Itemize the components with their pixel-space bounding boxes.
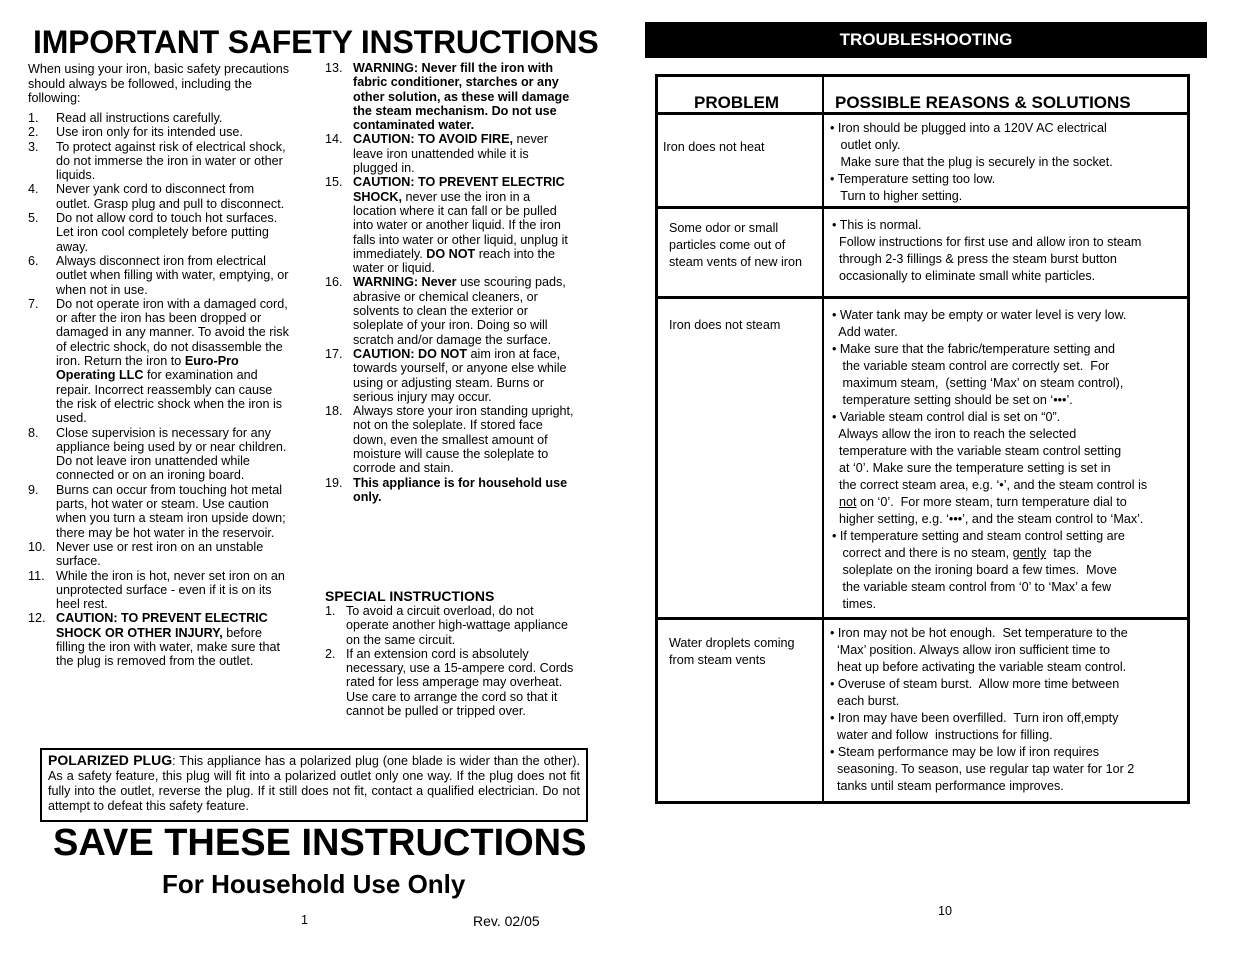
troubleshooting-header: TROUBLESHOOTING [645, 22, 1207, 58]
polarized-plug-heading: POLARIZED PLUG [48, 752, 173, 768]
list-item [325, 61, 575, 132]
list-item [325, 275, 575, 346]
polarized-plug-text: : This appliance has a polarized plug (one blade is wider than the other). As a safety feature, this plug will fit into a polarized outlet only one way. If the plug does not fit fully into the outlet, reverse the plug. If it still does not fit, contact a qualified electrician. Do not attempt to defeat this safety feature. [48, 754, 580, 813]
item-text: To protect against risk of electrical shock, do not immerse the iron in water or other liquids. [56, 139, 286, 183]
list-item [28, 297, 290, 426]
list-item [28, 540, 290, 569]
solution-cell: • Iron should be plugged into a 120V AC electrical outlet only. Make sure that the plug is securely in the socket. • Temperature setting too low. Turn to higher setting. [830, 121, 1113, 203]
item-text: Always store your iron standing upright, not on the soleplate. If stored face down, even the smallest amount of moisture will cause the soleplate to corrode and stain. [353, 404, 574, 476]
list-item [28, 140, 290, 183]
item-number: 6. [28, 253, 39, 268]
instruction-list [28, 111, 290, 669]
page-title: IMPORTANT SAFETY INSTRUCTIONS [33, 24, 599, 60]
item-emphasis: Euro-Pro Operating LLC [56, 354, 239, 383]
item-number: 16. [325, 275, 343, 290]
column-divider [822, 77, 824, 801]
item-text: for examination and repair. Incorrect reassembly can cause the risk of electric shock when the iron is used. [56, 368, 283, 426]
item-emphasis: DO NOT [426, 246, 476, 261]
problem-cell: Iron does not heat [663, 140, 765, 154]
item-number: 12. [28, 611, 46, 626]
row-divider [658, 617, 1187, 620]
item-text: Never use or rest iron on an unstable surface. [56, 539, 264, 569]
list-item [325, 647, 575, 718]
item-number: 5. [28, 211, 39, 226]
polarized-plug-notice [40, 748, 588, 822]
item-text: Burns can occur from touching hot metal parts, hot water or steam. Use caution when you turn a steam iron upside down; there may be hot water in the reservoir. [56, 482, 286, 540]
save-instructions-heading: SAVE THESE INSTRUCTIONS [53, 822, 587, 864]
row-divider [658, 206, 1187, 209]
instructions-column-1 [28, 111, 290, 669]
item-number: 19. [325, 475, 343, 490]
list-item [28, 611, 290, 668]
underlined-word: gently [1012, 546, 1047, 560]
item-text: reach into the water or liquid. [353, 246, 556, 276]
item-text: Always disconnect iron from electrical outlet when filling with water, emptying, or when not in use. [56, 253, 289, 297]
list-item [28, 182, 290, 211]
instruction-list [325, 61, 575, 504]
item-number: 2. [325, 646, 336, 661]
item-number: 1. [28, 111, 39, 125]
item-text: use scouring pads, abrasive or chemical cleaners, or solvents to clean the exterior or soleplate of your iron. Doing so will scratch and/or damage the surface. [353, 275, 566, 347]
item-text: aim iron at face, towards yourself, or anyone else while using or adjusting steam. Burns or serious injury may occur. [353, 346, 567, 404]
problem-column-header: PROBLEM [694, 93, 779, 112]
item-emphasis: WARNING: Never [353, 275, 457, 290]
problem-cell: Water droplets coming from steam vents [669, 636, 795, 667]
list-item [28, 426, 290, 483]
item-text: If an extension cord is absolutely necessary, use a 15-ampere cord. Cords rated for less amperage may overheat. Use care to arrange the cord so that it cannot be pulled or tripped over. [346, 646, 574, 719]
page-number-left: 1 [301, 913, 309, 927]
item-text: Read all instructions carefully. [56, 111, 223, 125]
revision-label: Rev. 02/05 [473, 913, 540, 929]
item-text: To avoid a circuit overload, do not operate another high-wattage appliance on the same circuit. [346, 604, 568, 647]
item-text: Use iron only for its intended use. [56, 125, 243, 140]
list-item [28, 125, 290, 139]
list-item [325, 132, 575, 175]
solutions-column-header: POSSIBLE REASONS & SOLUTIONS [835, 93, 1131, 112]
list-item [28, 483, 290, 540]
item-text: Never yank cord to disconnect from outlet. Grasp plug and pull to disconnect. [56, 182, 285, 211]
item-number: 8. [28, 425, 39, 440]
list-item [28, 569, 290, 612]
household-use-subheading: For Household Use Only [162, 869, 466, 899]
special-instructions-heading: SPECIAL INSTRUCTIONS [325, 588, 495, 604]
item-emphasis: WARNING: Never fill the iron with fabric conditioner, starches or any other solution, as these will damage the steam mechanism. Do not use contaminated water. [353, 61, 570, 133]
item-text: While the iron is hot, never set iron on an unprotected surface - even if it is on its heel rest. [56, 568, 285, 612]
item-number: 11. [28, 568, 45, 583]
special-instructions [325, 604, 575, 718]
item-text: never use the iron in a location where it can fall or be pulled into water or another liquid. If the iron falls into water or other liquid, unplug it immediately. [353, 189, 568, 261]
list-item [28, 211, 290, 254]
item-number: 17. [325, 346, 343, 361]
item-number: 15. [325, 175, 343, 190]
item-number: 14. [325, 132, 343, 147]
page-number-right: 10 [938, 904, 953, 918]
item-emphasis: CAUTION: DO NOT [353, 346, 468, 361]
item-text: before filling the iron with water, make sure that the plug is removed from the outlet. [56, 625, 280, 669]
item-number: 1. [325, 604, 336, 618]
troubleshooting-table [655, 74, 1190, 804]
item-text: never leave iron unattended while it is plugged in. [353, 132, 549, 176]
item-number: 18. [325, 404, 343, 419]
row-divider [658, 296, 1187, 299]
item-number: 3. [28, 139, 39, 154]
special-instruction-list [325, 604, 575, 718]
item-number: 4. [28, 182, 39, 197]
list-item [325, 175, 575, 275]
item-text: Do not operate iron with a damaged cord, or after the iron has been dropped or damaged in any manner. To avoid the risk of electric shock, do not disassemble the iron. Return the iron to [56, 296, 289, 369]
item-emphasis: CAUTION: TO AVOID FIRE, [353, 132, 513, 147]
solution-cell: • Iron may not be hot enough. Set temperature to the ‘Max’ position. Always allow iron sufficient time to heat up before activating the variable steam control. • Overuse of steam burst. Allow more time between each burst. • Iron may have been overfilled. Turn iron off,empty water and follow instructions for filling. • Steam performance may be low if iron requires seasoning. To season, use regular tap water for 1or 2 tanks until steam performance improves. [830, 626, 1135, 793]
list-item [28, 254, 290, 297]
item-text: Close supervision is necessary for any appliance being used by or near children. Do not leave iron unattended while connected or on an ironing board. [56, 425, 287, 483]
item-emphasis: CAUTION: TO PREVENT ELECTRIC SHOCK OR OTHER INJURY, [56, 611, 268, 640]
list-item [28, 111, 290, 125]
list-item [325, 604, 575, 647]
problem-cell: Some odor or small particles come out of steam vents of new iron [669, 221, 802, 269]
item-number: 13. [325, 61, 343, 75]
intro-text: When using your iron, basic safety precautions should always be followed, including the following: [28, 62, 290, 105]
list-item [325, 404, 575, 475]
solution-cell: • This is normal. Follow instructions for first use and allow iron to steam through 2-3 fillings & press the steam burst button occasionally to eliminate small white particles. [832, 218, 1142, 283]
item-emphasis: This appliance is for household use only. [353, 475, 568, 504]
underlined-word: not [839, 495, 857, 509]
instructions-column-2 [325, 61, 575, 504]
item-number: 7. [28, 296, 39, 311]
item-number: 10. [28, 539, 46, 554]
solution-cell: • Water tank may be empty or water level is very low. Add water. • Make sure that the fabric/temperature setting and the variable steam control are correctly set. For maximum steam, (setting ‘Max’ on steam control), temperature setting should be set on ‘•••’. • Variable steam control dial is set on “0”. Always allow the iron to reach the selected temperature with the variable steam control setting at ‘0’. Make sure the temperature setting is set in the correct steam area, e.g. ‘•’, and the steam control is not on ‘0’. For more steam, turn temperature dial to higher setting, e.g. ‘•••’, and the steam control to ‘Max’. • If temperature setting and steam control setting are correct and there is no steam, gently tap the soleplate on the ironing board a few times. Move the variable steam control from ‘0’ to ‘Max’ a few times. [832, 308, 1148, 611]
item-number: 9. [28, 482, 39, 497]
item-emphasis: CAUTION: TO PREVENT ELECTRIC SHOCK, [353, 175, 565, 204]
list-item [325, 476, 575, 505]
item-number: 2. [28, 125, 39, 140]
list-item [325, 347, 575, 404]
item-text: Do not allow cord to touch hot surfaces. Let iron cool completely before putting away. [56, 211, 278, 254]
problem-cell: Iron does not steam [669, 318, 781, 332]
